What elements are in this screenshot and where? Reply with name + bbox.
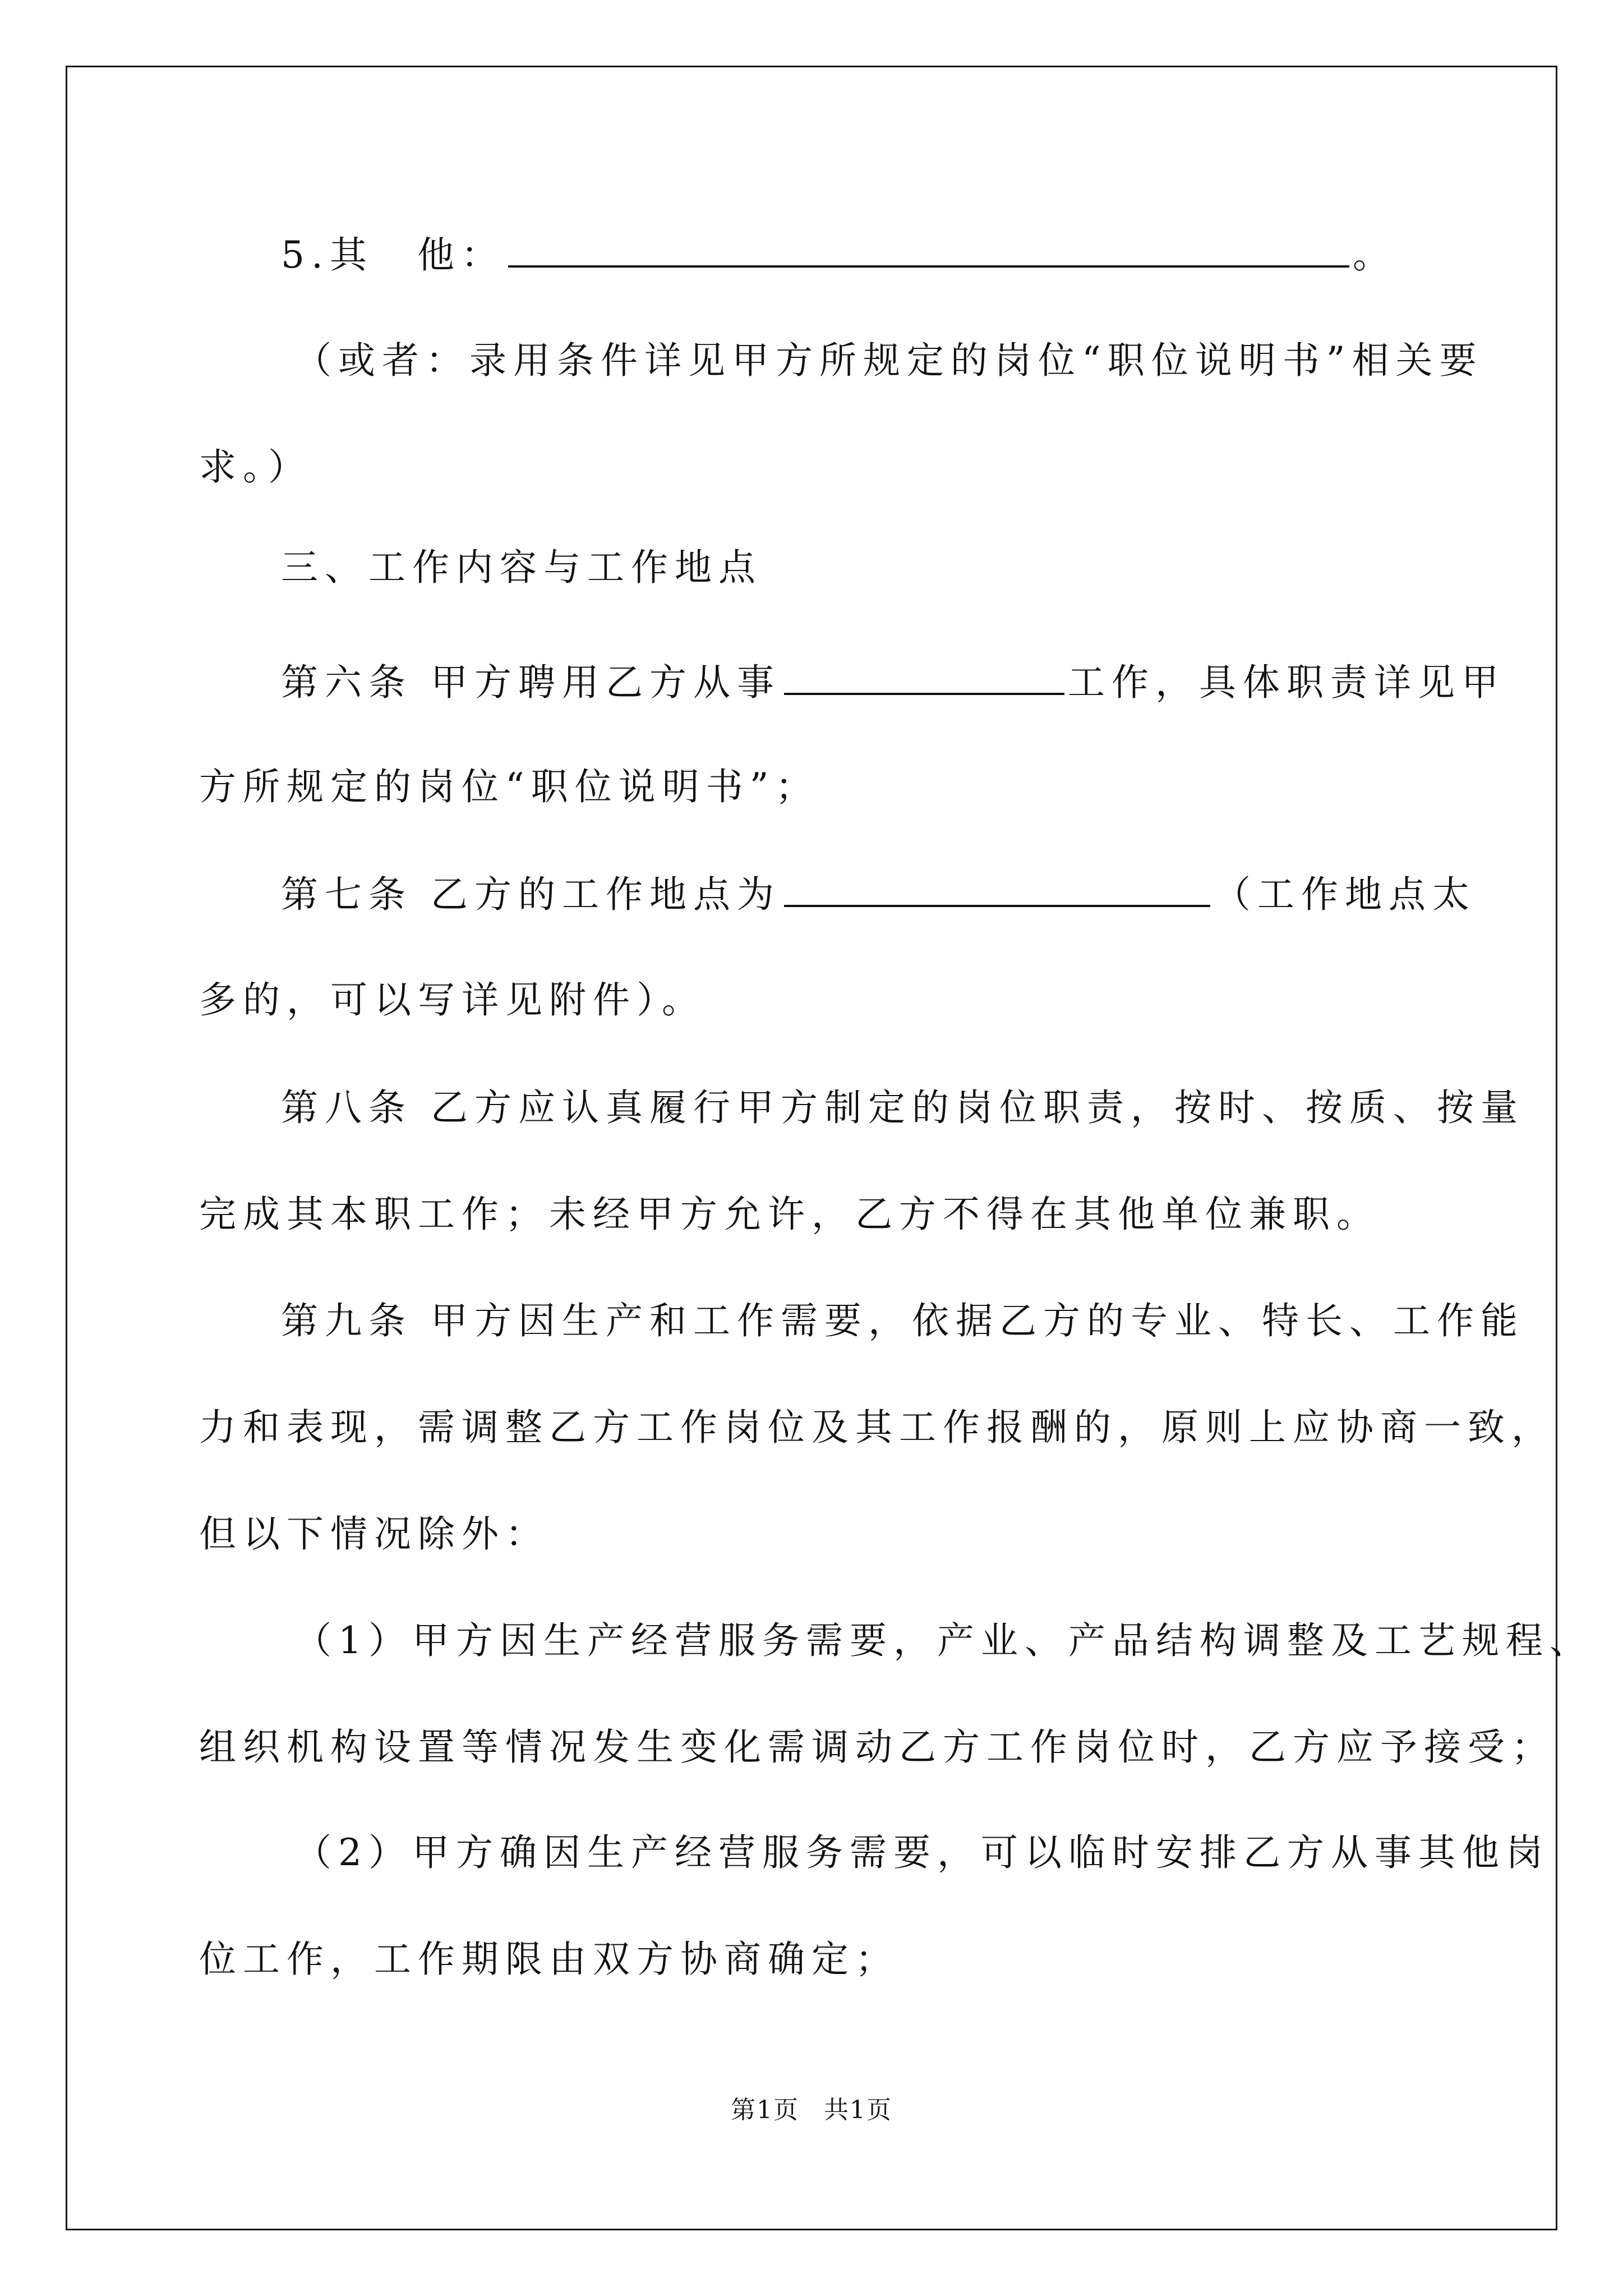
paragraph-line: 但以下情况除外：	[199, 1512, 549, 1556]
paragraph-line: 第九条 甲方因生产和工作需要，依据乙方的专业、特长、工作能	[281, 1299, 1524, 1342]
paragraph-line: 组织机构设置等情况发生变化需调动乙方工作岗位时，乙方应予接受；	[199, 1726, 1555, 1769]
paragraph-line: （或者：录用条件详见甲方所规定的岗位“职位说明书”相关要	[294, 339, 1483, 382]
paragraph-line: 方所规定的岗位“职位说明书”；	[199, 765, 819, 808]
paragraph-line: （1）甲方因生产经营服务需要，产业、产品结构调整及工艺规程、	[294, 1619, 1593, 1662]
paragraph-line: 求。）	[199, 445, 312, 489]
article-7-label: 第七条 乙方的工作地点为	[281, 873, 781, 916]
paragraph-line: 第八条 乙方应认真履行甲方制定的岗位职责，按时、按质、按量	[281, 1086, 1524, 1129]
page-footer	[0, 2090, 1623, 2125]
article-6-label: 第六条 甲方聘用乙方从事	[281, 661, 781, 704]
clause-other-end: 。	[1352, 233, 1396, 277]
paragraph-line: （2）甲方确因生产经营服务需要，可以临时安排乙方从事其他岗	[294, 1831, 1550, 1874]
paragraph-line: 力和表现，需调整乙方工作岗位及其工作报酬的，原则上应协商一致，	[199, 1406, 1555, 1449]
paragraph-line: 完成其本职工作；未经甲方允许，乙方不得在其他单位兼职。	[199, 1193, 1380, 1236]
section-heading: 三、工作内容与工作地点	[281, 546, 762, 589]
fill-blank-location[interactable]	[784, 871, 1210, 907]
fill-blank-other[interactable]	[508, 232, 1349, 268]
page-number-current: 第1页	[731, 2096, 799, 2124]
article-6-tail: 工作，具体职责详见甲	[1067, 661, 1505, 704]
page-number-total: 共1页	[824, 2096, 892, 2124]
paragraph-line: 多的，可以写详见附件）。	[199, 978, 706, 1022]
clause-other-line	[281, 232, 1396, 278]
clause-other-label: 5.其 他：	[281, 233, 505, 277]
article-7-tail: （工作地点太	[1213, 873, 1476, 916]
article-6-line	[281, 659, 1505, 705]
article-7-line	[281, 871, 1476, 917]
paragraph-line: 位工作，工作期限由双方协商确定；	[199, 1938, 899, 1981]
page-border	[66, 66, 1557, 2230]
fill-blank-job[interactable]	[784, 659, 1064, 695]
